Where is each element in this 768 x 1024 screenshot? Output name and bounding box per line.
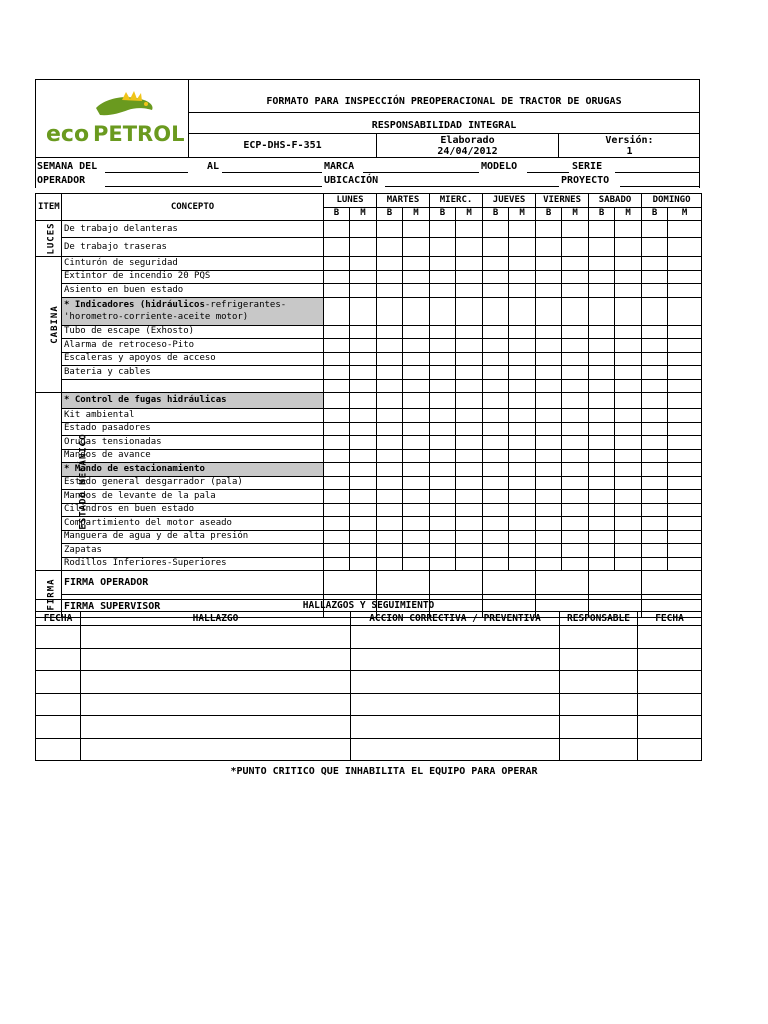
row-concept: Kit ambiental — [62, 409, 324, 423]
hallazgos-table — [35, 599, 702, 761]
version-cell — [559, 134, 700, 157]
row-concept: Estado pasadores — [62, 422, 324, 436]
inspection-table — [35, 193, 702, 618]
table-row — [36, 490, 702, 504]
ubicacion-field[interactable] — [385, 186, 559, 187]
form-title: FORMATO PARA INSPECCIÓN PREOPERACIONAL DE TRACTOR DE ORUGAS — [189, 80, 699, 113]
b-col: B — [377, 207, 403, 221]
b-col: B — [430, 207, 456, 221]
logo-cell — [36, 80, 189, 157]
row-concept-critical: * Mando de estacionamiento — [62, 463, 324, 477]
b-col: B — [589, 207, 615, 221]
form-subtitle: RESPONSABILIDAD INTEGRAL — [189, 113, 699, 134]
svg-text:PETROL: PETROL — [93, 122, 185, 146]
serie-label: SERIE — [572, 161, 603, 172]
proyecto-label: PROYECTO — [561, 175, 610, 186]
table-row — [36, 339, 702, 353]
firma-operador-lunes[interactable] — [324, 571, 377, 595]
semana-field[interactable] — [105, 172, 188, 173]
row-concept: Alarma de retroceso-Pito — [62, 339, 324, 353]
hallazgos-title-row — [36, 600, 702, 612]
b-col: B — [483, 207, 509, 221]
row-concept: Bateria y cables — [62, 366, 324, 380]
m-col: M — [456, 207, 483, 221]
al-label: AL — [207, 161, 220, 172]
table-row — [36, 238, 702, 257]
table-row — [36, 325, 702, 339]
version-value: 1 — [626, 145, 633, 157]
elaborado-label: Elaborado — [440, 134, 495, 146]
ecopetrol-logo — [36, 80, 188, 157]
table-row — [36, 352, 702, 366]
marca-field[interactable] — [363, 172, 479, 173]
table-row — [36, 557, 702, 571]
row-concept: De trabajo delanteras — [62, 221, 324, 238]
footer-note: *PUNTO CRITICO QUE INHABILITA EL EQUIPO PARA OPERAR — [230, 766, 538, 777]
table-row — [36, 530, 702, 544]
responsable-header: RESPONSABLE — [560, 612, 638, 626]
table-row — [36, 503, 702, 517]
table-row — [36, 449, 702, 463]
table-row — [36, 463, 702, 477]
row-concept: Extintor de incendio 20 PQS — [62, 270, 324, 284]
firma-operador-jueves[interactable] — [483, 571, 536, 595]
row-concept: Orugas tensionadas — [62, 436, 324, 450]
day-sabado: SABADO — [589, 194, 642, 208]
serie-field[interactable] — [615, 172, 699, 173]
table-row — [36, 476, 702, 490]
day-lunes: LUNES — [324, 194, 377, 208]
row-concept-critical: * Control de fugas hidráulicas — [62, 393, 324, 409]
row-concept: Asiento en buen estado — [62, 284, 324, 298]
table-row — [36, 366, 702, 380]
operador-label: OPERADOR — [37, 175, 86, 186]
row-concept: Rodillos Inferiores-Superiores — [62, 557, 324, 571]
table-row — [36, 738, 702, 761]
table-row — [36, 284, 702, 298]
firma-operador-label: FIRMA OPERADOR — [62, 571, 324, 595]
concepto-header: CONCEPTO — [62, 194, 324, 221]
modelo-label: MODELO — [481, 161, 518, 172]
row-concept-critical: * Indicadores (hidráulicos-refrigerantes- 'horometro-corriente-aceite motor) — [62, 297, 324, 325]
semana-label: SEMANA DEL — [37, 161, 98, 172]
section-luces: LUCES — [36, 221, 62, 257]
firma-operador-martes[interactable] — [377, 571, 430, 595]
day-martes: MARTES — [377, 194, 430, 208]
row-concept: Estado general desgarrador (pala) — [62, 476, 324, 490]
row-concept: Manguera de agua y de alta presión — [62, 530, 324, 544]
b-col: B — [642, 207, 668, 221]
day-domingo: DOMINGO — [642, 194, 702, 208]
table-row — [36, 693, 702, 716]
day-miercoles: MIERC. — [430, 194, 483, 208]
table-row — [36, 436, 702, 450]
firma-operador-miercoles[interactable] — [430, 571, 483, 595]
row-concept: Cilindros en buen estado — [62, 503, 324, 517]
table-row — [36, 626, 702, 649]
row-concept: Mandos de avance — [62, 449, 324, 463]
b-col: B — [324, 207, 350, 221]
days-header-row — [36, 194, 702, 208]
day-jueves: JUEVES — [483, 194, 536, 208]
firma-operador-sabado[interactable] — [589, 571, 642, 595]
form-header — [35, 79, 700, 158]
table-row — [36, 517, 702, 531]
fecha2-header: FECHA — [638, 612, 702, 626]
table-row — [36, 393, 702, 409]
m-col: M — [668, 207, 702, 221]
table-row — [36, 409, 702, 423]
item-header: ITEM — [36, 194, 62, 221]
table-row — [36, 671, 702, 694]
form-code-cell — [189, 134, 377, 157]
marca-label: MARCA — [324, 161, 355, 172]
svg-text:eco: eco — [46, 122, 90, 147]
form-code: ECP-DHS-F-351 — [243, 140, 322, 151]
version-label: Versión: — [605, 134, 654, 146]
m-col: M — [562, 207, 589, 221]
operador-field[interactable] — [105, 186, 322, 187]
table-row — [36, 571, 702, 595]
table-row — [36, 270, 702, 284]
b-col: B — [536, 207, 562, 221]
table-row — [36, 544, 702, 558]
hallazgos-header-row — [36, 612, 702, 626]
table-row — [36, 716, 702, 739]
hallazgo-header: HALLAZGO — [81, 612, 351, 626]
row-concept: Zapatas — [62, 544, 324, 558]
row-concept: Mandos de levante de la pala — [62, 490, 324, 504]
row-concept: Escaleras y apoyos de acceso — [62, 352, 324, 366]
modelo-field[interactable] — [527, 172, 569, 173]
row-concept: De trabajo traseras — [62, 238, 324, 257]
row-concept: Compartimiento del motor aseado — [62, 517, 324, 531]
table-row — [36, 379, 702, 393]
al-field[interactable] — [222, 172, 322, 173]
day-viernes: VIERNES — [536, 194, 589, 208]
proyecto-field[interactable] — [620, 186, 699, 187]
row-concept: Cinturón de seguridad — [62, 257, 324, 271]
table-row — [36, 297, 702, 325]
m-col: M — [615, 207, 642, 221]
accion-header: ACCION CORRECTIVA / PREVENTIVA — [351, 612, 560, 626]
section-estado-mecanico: ESTADO MECÁNICO — [36, 393, 62, 571]
elaborado-date: 24/04/2012 — [437, 145, 498, 157]
table-row — [36, 648, 702, 671]
firma-operador-viernes[interactable] — [536, 571, 589, 595]
hallazgos-title: HALLAZGOS Y SEGUIMIENTO — [36, 600, 702, 612]
ubicacion-label: UBICACIÓN — [324, 175, 379, 186]
firma-supervisor-label: FIRMA SUPERVISOR — [62, 595, 324, 618]
table-row — [36, 257, 702, 271]
m-col: M — [509, 207, 536, 221]
row-concept: Tubo de escape (Exhosto) — [62, 325, 324, 339]
m-col: M — [403, 207, 430, 221]
fecha-header: FECHA — [36, 612, 81, 626]
section-cabina: CABINA — [36, 257, 62, 393]
table-row — [36, 422, 702, 436]
table-row — [36, 221, 702, 238]
section-firma: FIRMA — [36, 571, 62, 618]
elaborado-cell — [377, 134, 559, 157]
m-col: M — [350, 207, 377, 221]
firma-operador-domingo[interactable] — [642, 571, 702, 595]
